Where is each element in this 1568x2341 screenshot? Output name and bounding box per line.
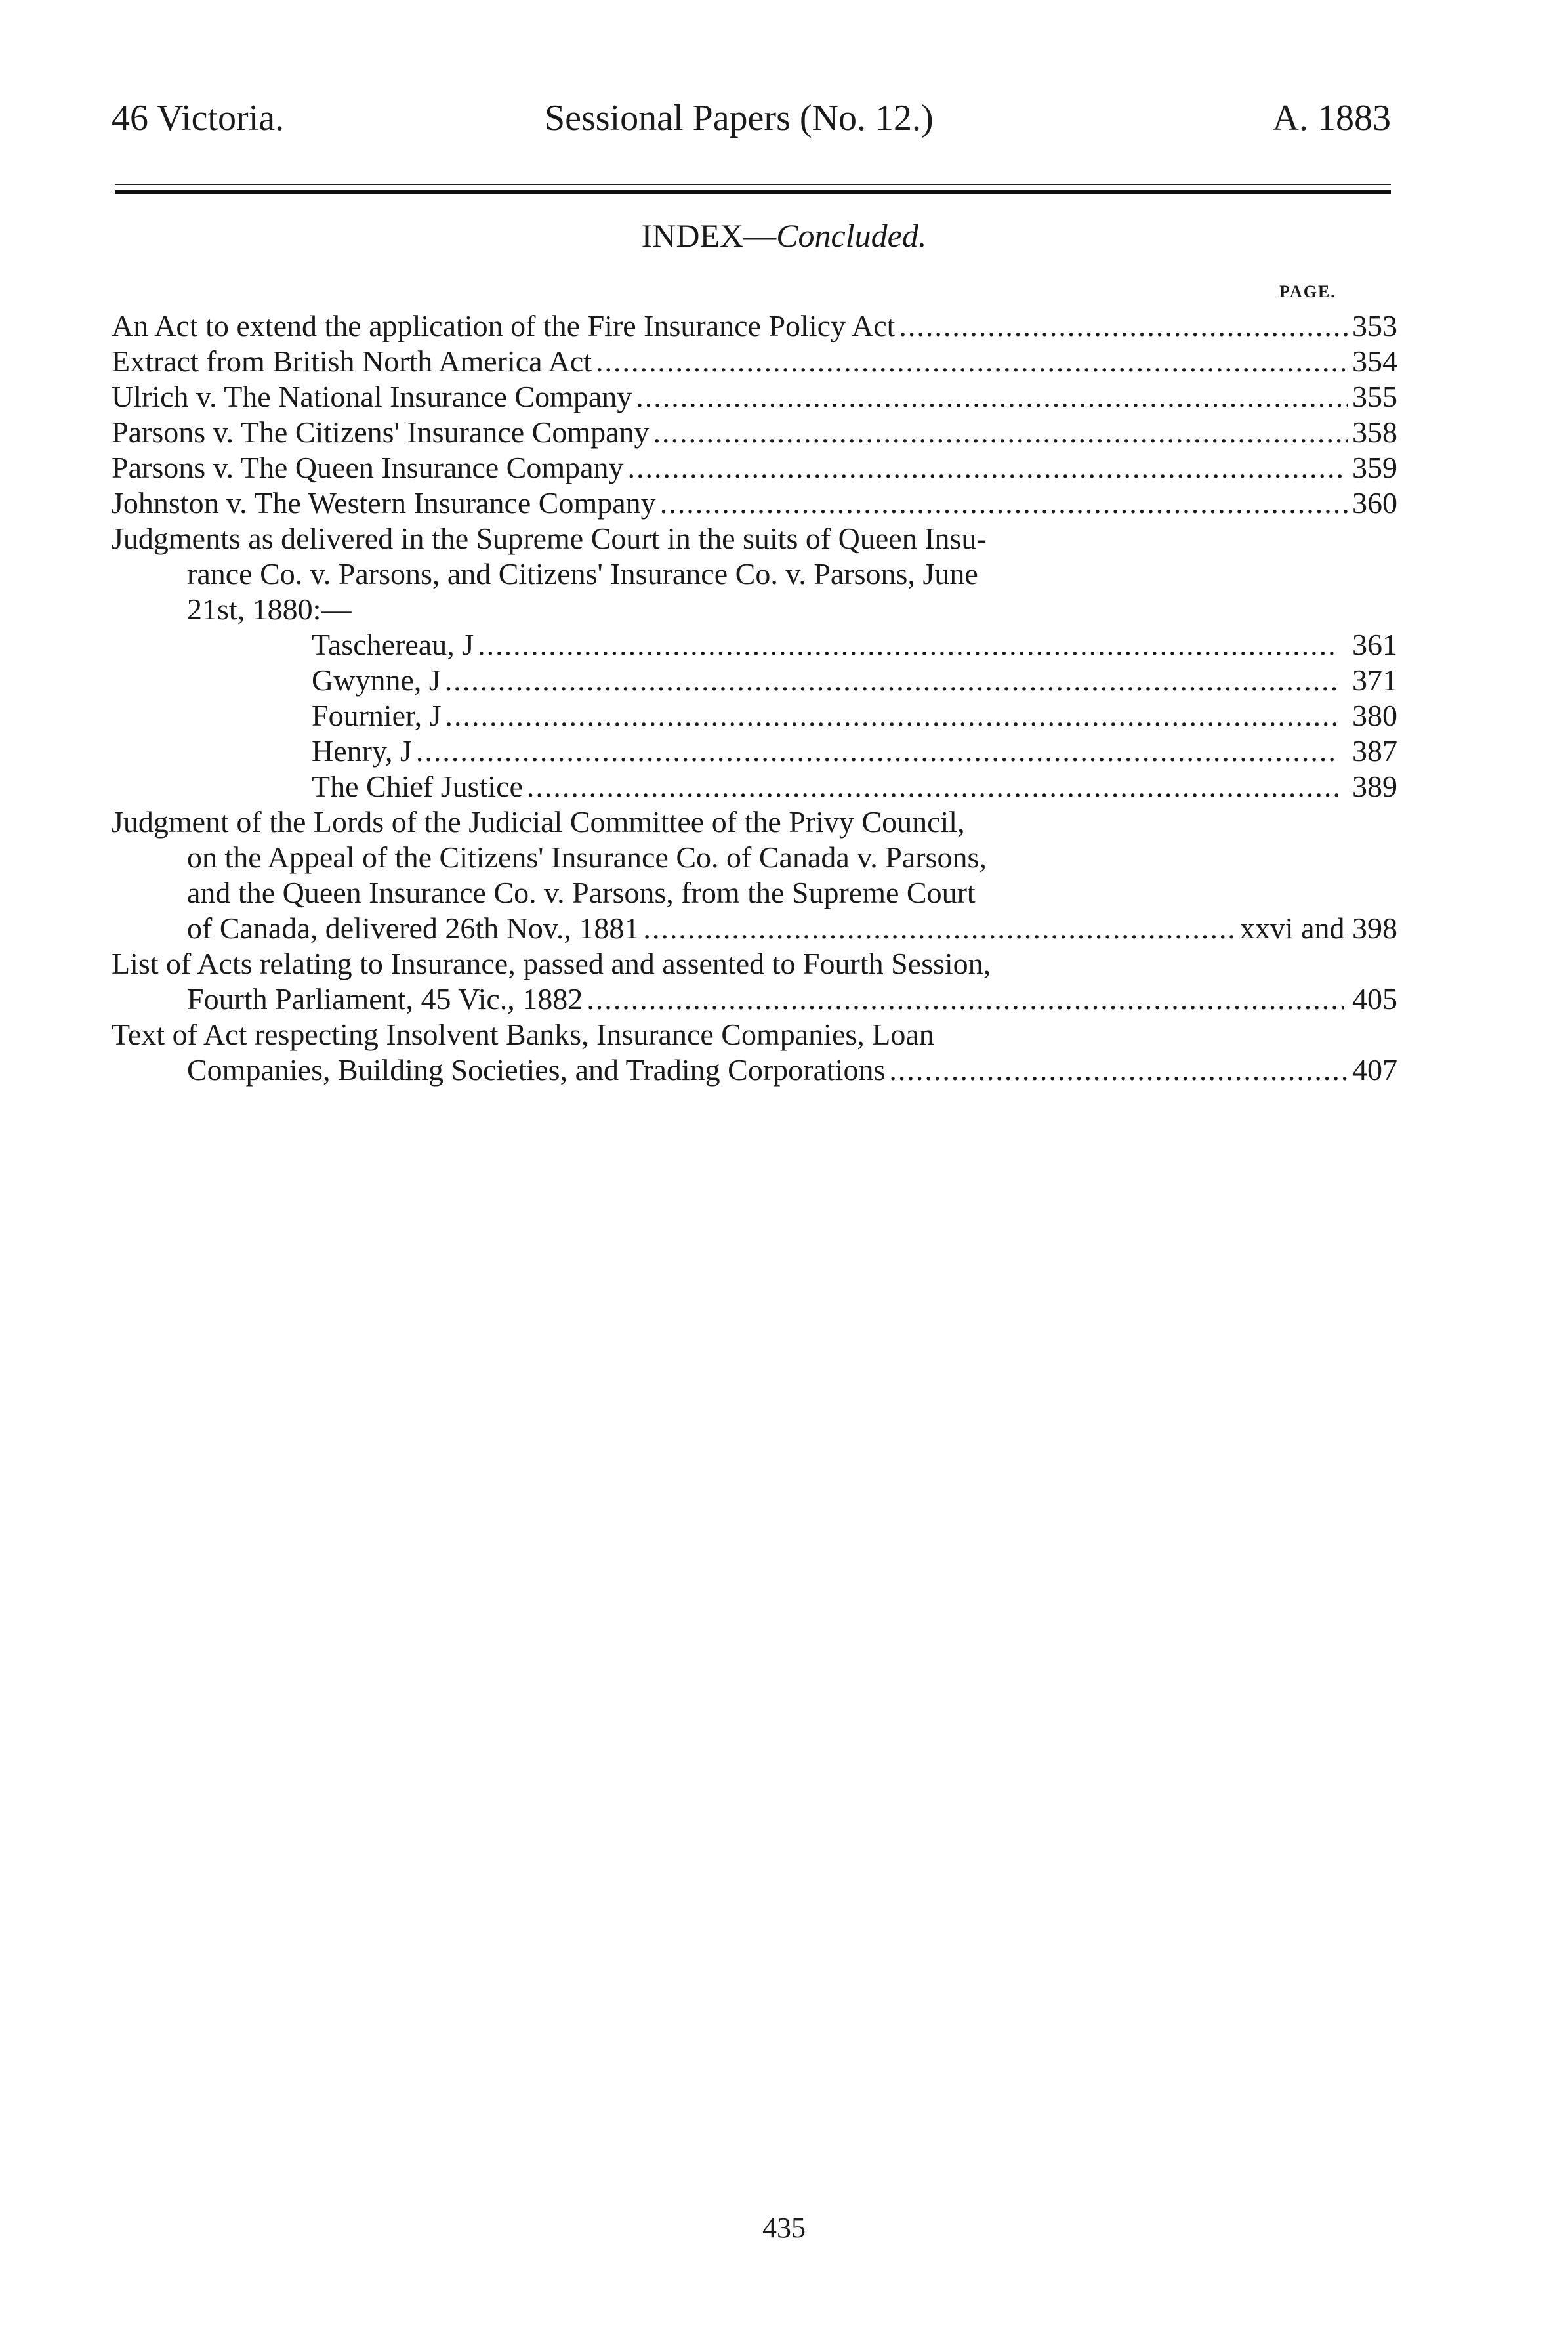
dot-leader	[445, 698, 1335, 734]
entry-text: rance Co. v. Parsons, and Citizens' Insurance Co. v. Parsons, June	[187, 557, 978, 590]
entry-text: Ulrich v. The National Insurance Company	[112, 380, 632, 413]
index-subentry	[112, 698, 1397, 734]
index-entry-continuation	[112, 1052, 1397, 1088]
entry-text: Parsons v. The Citizens' Insurance Company	[112, 415, 650, 449]
dot-leader	[416, 734, 1334, 769]
dot-leader	[636, 379, 1347, 415]
entry-text: Fournier, J	[312, 699, 442, 732]
entry-page: xxvi and 398	[1239, 911, 1397, 945]
dot-leader	[527, 769, 1340, 804]
index-entry	[112, 415, 1397, 450]
index-entry	[112, 486, 1397, 521]
running-header	[112, 97, 1391, 150]
entry-text: Henry, J	[312, 734, 412, 768]
index-subentry	[112, 734, 1397, 769]
entry-page: 358	[1352, 415, 1397, 449]
entry-text: List of Acts relating to Insurance, passed and assented to Fourth Session,	[112, 947, 991, 980]
index-entries	[112, 308, 1397, 1088]
entry-page: 387	[1352, 734, 1397, 768]
entry-page: 360	[1352, 486, 1397, 520]
index-entry-continuation	[112, 982, 1397, 1017]
entry-page: 407	[1352, 1053, 1397, 1087]
dot-leader	[478, 627, 1338, 663]
dot-leader	[660, 486, 1348, 521]
entry-text: Text of Act respecting Insolvent Banks, Insurance Companies, Loan	[112, 1018, 934, 1051]
index-entry	[112, 946, 1397, 982]
page-column-label: PAGE.	[1279, 282, 1336, 301]
index-entry	[112, 344, 1397, 379]
dot-leader	[653, 415, 1348, 450]
entry-text: and the Queen Insurance Co. v. Parsons, from the Supreme Court	[187, 876, 976, 909]
index-entry	[112, 1017, 1397, 1052]
entry-page: 405	[1352, 982, 1397, 1016]
entry-page: 353	[1352, 309, 1397, 342]
header-rule-thick	[115, 190, 1391, 194]
entry-page: 389	[1352, 770, 1397, 803]
index-title-main: INDEX—	[641, 217, 777, 254]
header-regnal-year: 46 Victoria.	[112, 98, 285, 138]
header-rule-thin	[115, 184, 1391, 185]
dot-leader	[587, 982, 1344, 1017]
page-number: 435	[762, 2212, 806, 2244]
entry-page: 361	[1352, 628, 1397, 661]
index-entry	[112, 450, 1397, 486]
entry-text: Taschereau, J	[312, 628, 474, 661]
entry-text: Judgment of the Lords of the Judicial Committee of the Privy Council,	[112, 805, 965, 839]
entry-text: Johnston v. The Western Insurance Company	[112, 486, 656, 520]
index-title-italic: Concluded.	[776, 217, 927, 254]
entry-text: Parsons v. The Queen Insurance Company	[112, 451, 624, 484]
entry-text: Extract from British North America Act	[112, 344, 592, 378]
dot-leader	[889, 1052, 1348, 1088]
entry-text: Judgments as delivered in the Supreme Court in the suits of Queen Insu-	[112, 522, 987, 555]
header-sessional-papers: Sessional Papers (No. 12.)	[545, 98, 934, 138]
dot-leader	[445, 663, 1336, 698]
index-entry-continuation	[112, 592, 1397, 627]
entry-text: The Chief Justice	[312, 770, 523, 803]
index-entry	[112, 308, 1397, 344]
dot-leader	[899, 308, 1348, 344]
index-entry-continuation	[112, 875, 1397, 911]
entry-text: An Act to extend the application of the Fire Insurance Policy Act	[112, 309, 896, 342]
index-subentry	[112, 663, 1397, 698]
entry-page: 359	[1352, 451, 1397, 484]
entry-text: of Canada, delivered 26th Nov., 1881	[187, 911, 640, 945]
entry-page: 354	[1352, 344, 1397, 378]
entry-text: on the Appeal of the Citizens' Insurance Co. of Canada v. Parsons,	[187, 840, 987, 874]
entry-text: Companies, Building Societies, and Trading Corporations	[187, 1053, 886, 1087]
index-subentry	[112, 627, 1397, 663]
entry-text: 21st, 1880:—	[187, 592, 352, 626]
entry-text: Gwynne, J	[312, 663, 441, 697]
index-entry	[112, 804, 1397, 840]
entry-page: 355	[1352, 380, 1397, 413]
entry-text: Fourth Parliament, 45 Vic., 1882	[187, 982, 583, 1016]
index-subentry	[112, 769, 1397, 804]
entry-page: 380	[1352, 699, 1397, 732]
dot-leader	[596, 344, 1345, 379]
index-entry-continuation	[112, 911, 1397, 946]
index-entry-continuation	[112, 556, 1397, 592]
entry-page: 371	[1352, 663, 1397, 697]
dot-leader	[628, 450, 1347, 486]
index-entry-continuation	[112, 840, 1397, 875]
index-entry	[112, 379, 1397, 415]
index-entry	[112, 521, 1397, 556]
dot-leader	[643, 911, 1235, 946]
header-year: A. 1883	[1272, 98, 1391, 138]
index-title	[0, 217, 1568, 255]
